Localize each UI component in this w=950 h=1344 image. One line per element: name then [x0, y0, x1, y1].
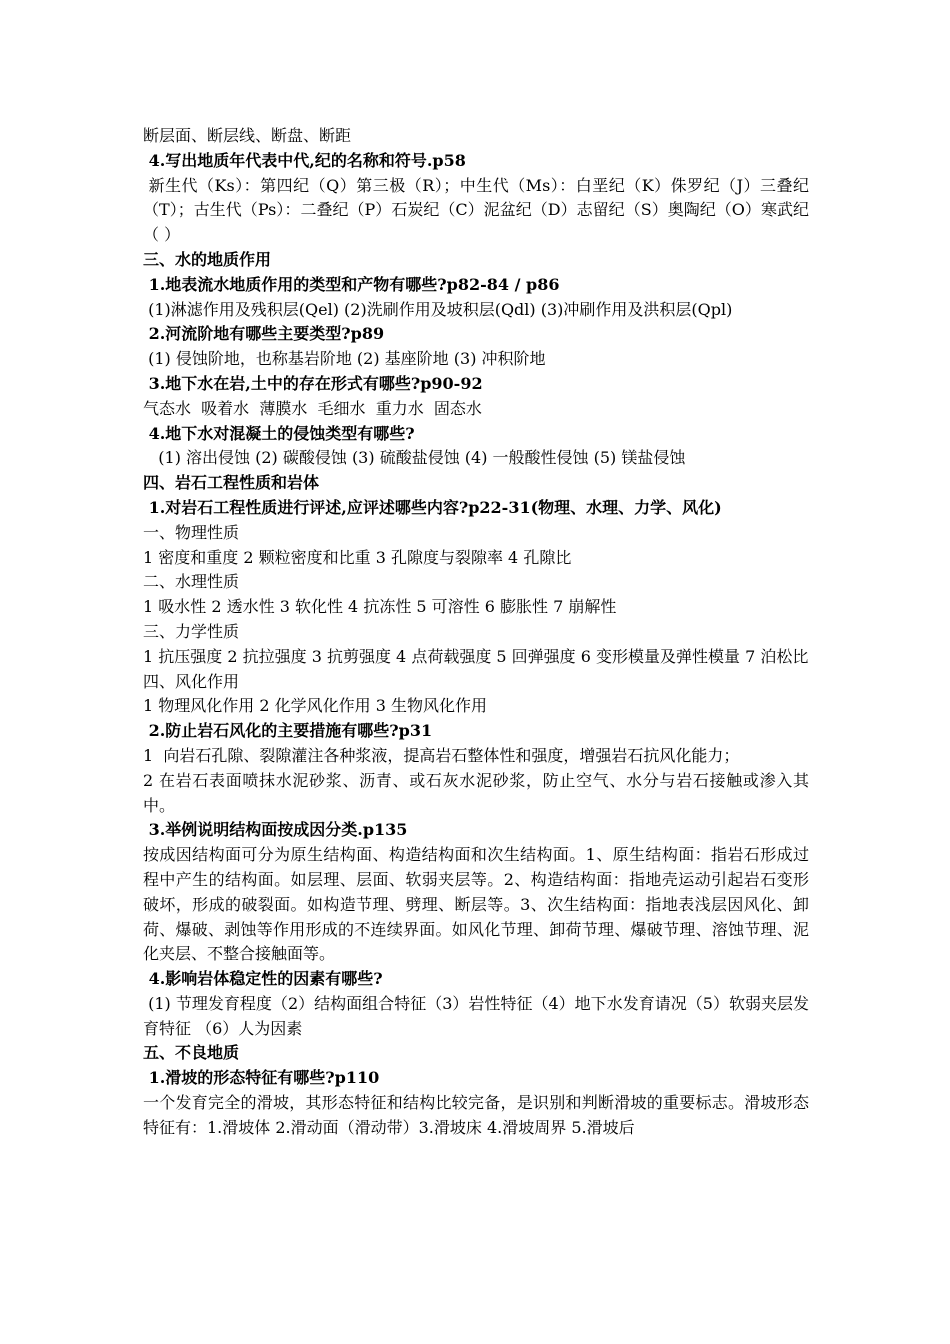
- question-heading: 1.对岩石工程性质进行评述,应评述哪些内容?p22-31(物理、水理、力学、风化): [143, 497, 722, 517]
- text-line: 断层面、断层线、断盘、断距: [143, 126, 352, 145]
- section-heading: 五、不良地质: [143, 1043, 240, 1063]
- question-heading: 1.滑坡的形态特征有哪些?p110: [143, 1068, 380, 1088]
- question-heading: 2.河流阶地有哪些主要类型?p89: [143, 324, 385, 344]
- answer-paragraph: (1) 溶出侵蚀 (2) 碳酸侵蚀 (3) 硫酸盐侵蚀 (4) 一般酸性侵蚀 (5) 镁盐侵蚀: [143, 448, 686, 468]
- question-heading: 3.地下水在岩,土中的存在形式有哪些?p90-92: [143, 373, 483, 393]
- question-heading: 4.写出地质年代表中代,纪的名称和符号.p58: [143, 150, 466, 170]
- question-heading: 4.影响岩体稳定性的因素有哪些?: [143, 969, 383, 989]
- answer-paragraph: (1) 节理发育程度（2）结构面组合特征（3）岩性特征（4）地下水发育请况（5）软弱夹层发育特征 （6）人为因素: [143, 993, 809, 1038]
- answer-paragraph: 1 抗压强度 2 抗拉强度 3 抗剪强度 4 点荷载强度 5 回弹强度 6 变形模量及弹性模量 7 泊松比: [143, 646, 809, 666]
- subsection-label: 一、物理性质: [143, 522, 240, 542]
- document-page: [143, 124, 809, 1141]
- subsection-label: 四、风化作用: [143, 671, 240, 691]
- answer-paragraph: 1 物理风化作用 2 化学风化作用 3 生物风化作用: [143, 696, 487, 716]
- section-heading: 三、水的地质作用: [143, 249, 272, 269]
- subsection-label: 二、水理性质: [143, 572, 240, 592]
- answer-paragraph: 按成因结构面可分为原生结构面、构造结构面和次生结构面。1、原生结构面：指岩石形成过程中产生的结构面。如层理、层面、软弱夹层等。2、构造结构面：指地壳运动引起岩石变形破坏，形成的破裂面。如构造节理、劈理、断层等。3、次生结构面：指地表浅层因风化、卸荷、爆破、剥蚀等作用形成的不连续界面。如风化节理、卸荷节理、爆破节理、溶蚀节理、泥化夹层、不整合接触面等。: [143, 845, 809, 964]
- answer-paragraph: 2 在岩石表面喷抹水泥砂浆、沥青、或石灰水泥砂浆，防止空气、水分与岩石接触或渗入其中。: [143, 770, 809, 815]
- question-heading: 3.举例说明结构面按成因分类.p135: [143, 820, 408, 840]
- answer-paragraph: 1 吸水性 2 透水性 3 软化性 4 抗冻性 5 可溶性 6 膨胀性 7 崩解性: [143, 597, 617, 617]
- subsection-label: 三、力学性质: [143, 621, 240, 641]
- answer-paragraph: 气态水 吸着水 薄膜水 毛细水 重力水 固态水: [143, 398, 482, 418]
- answer-paragraph: 一个发育完全的滑坡，其形态特征和结构比较完备，是识别和判断滑坡的重要标志。滑坡形态特征有：1.滑坡体 2.滑动面（滑动带）3.滑坡床 4.滑坡周界 5.滑坡后: [143, 1093, 809, 1137]
- section-heading: 四、岩石工程性质和岩体: [143, 473, 320, 493]
- answer-paragraph: 1 向岩石孔隙、裂隙灌注各种浆液，提高岩石整体性和强度，增强岩石抗风化能力；: [143, 745, 740, 765]
- answer-paragraph: (1)淋滤作用及残积层(Qel) (2)洗刷作用及坡积层(Qdl) (3)冲刷作用及洪积层(Qpl): [143, 299, 733, 319]
- answer-paragraph: (1) 侵蚀阶地，也称基岩阶地 (2) 基座阶地 (3) 冲积阶地: [143, 349, 546, 369]
- answer-paragraph: 1 密度和重度 2 颗粒密度和比重 3 孔隙度与裂隙率 4 孔隙比: [143, 547, 572, 567]
- question-heading: 2.防止岩石风化的主要措施有哪些?p31: [143, 721, 433, 741]
- answer-paragraph: 新生代（Ks）：第四纪（Q）第三极（R）；中生代（Ms）：白垩纪（K）侏罗纪（J）三叠纪（T）；古生代（Ps）：二叠纪（P）石炭纪（C）泥盆纪（D）志留纪（S）奥陶纪（O）寒武纪（ ）: [143, 175, 809, 245]
- question-heading: 4.地下水对混凝土的侵蚀类型有哪些?: [143, 423, 415, 443]
- question-heading: 1.地表流水地质作用的类型和产物有哪些?p82-84 / p86: [143, 274, 560, 294]
